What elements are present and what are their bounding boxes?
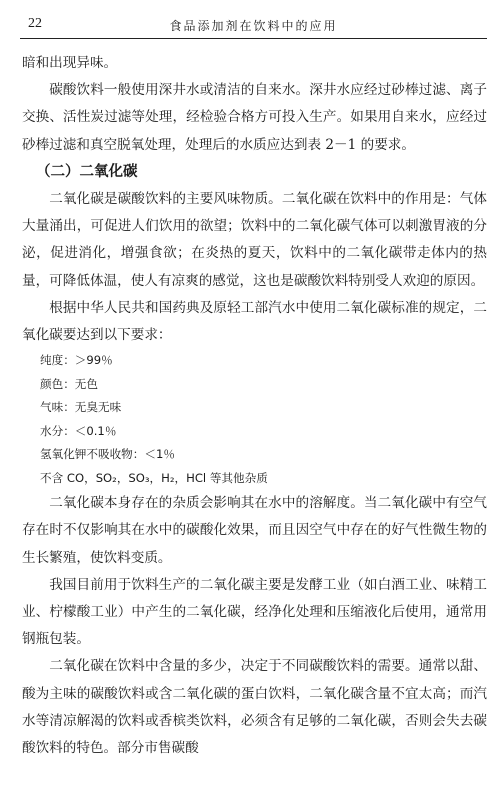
- spec-moisture: 水分：＜0.1％: [40, 423, 117, 438]
- paragraph-continued: 暗和出现异味。: [22, 55, 118, 71]
- page-header: [20, 14, 487, 39]
- spec-odor: 气味：无臭无味: [40, 400, 122, 415]
- paragraph-co2-role: 二氧化碳是碳酸饮料的主要风味物质。二氧化碳在饮料中的作用是：气体大量涌出，可促进人们饮用的欲望；饮料中的二氧化碳气体可以刺激胃液的分泌，促进消化，增强食欲；在炎热的夏天，饮料中的二氧化碳带走体内的热量，可降低体温，使人有凉爽的感觉，这也是碳酸饮料特别受人欢迎的原因。: [22, 191, 487, 289]
- paragraph-co2-standard: 根据中华人民共和国药典及原轻工部汽水中使用二氧化碳标准的规定，二氧化碳要达到以下要求：: [22, 299, 487, 344]
- spec-impurities: 不含 CO，SO₂，SO₃，H₂，HCl 等其他杂质: [40, 470, 268, 485]
- spec-koh-unabsorbed: 氢氧化钾不吸收物：＜1％: [40, 447, 175, 462]
- running-title: 食品添加剂在饮料中的应用: [169, 19, 338, 33]
- section-heading: （二）二氧化碳: [36, 163, 138, 180]
- paragraph-co2-source: 我国目前用于饮料生产的二氧化碳主要是发酵工业（如白酒工业、味精工业、柠檬酸工业）中产生的二氧化碳，经净化处理和压缩液化后使用，通常用钢瓶包装。: [22, 576, 487, 648]
- paragraph-co2-content: 二氧化碳在饮料中含量的多少，决定于不同碳酸饮料的需要。通常以甜、酸为主味的碳酸饮料或含二氧化碳的蛋白饮料，二氧化碳含量不宜太高；而汽水等清凉解渴的饮料或香槟类饮料，必须含有足够的二氧化碳，否则会失去碳酸饮料的特色。部分市售碳酸: [22, 658, 487, 757]
- co2-spec-list: [22, 349, 487, 490]
- page-number: 22: [28, 16, 42, 31]
- page-body: [22, 50, 487, 762]
- spec-purity: 纯度：＞99％: [40, 353, 113, 368]
- paragraph-impurities: 二氧化碳本身存在的杂质会影响其在水中的溶解度。当二氧化碳中有空气存在时不仅影响其在水中的碳酸化效果，而且因空气中存在的好气性微生物的生长繁殖，使饮料变质。: [22, 495, 487, 566]
- paragraph-water-source: 碳酸饮料一般使用深井水或清洁的自来水。深井水应经过砂棒过滤、离子交换、活性炭过滤等处理，经检验合格方可投入生产。如果用自来水，应经过砂棒过滤和真空脱氧处理，处理后的水质应达到表 2－1 的要求。: [22, 82, 487, 153]
- spec-color: 颜色：无色: [40, 376, 98, 391]
